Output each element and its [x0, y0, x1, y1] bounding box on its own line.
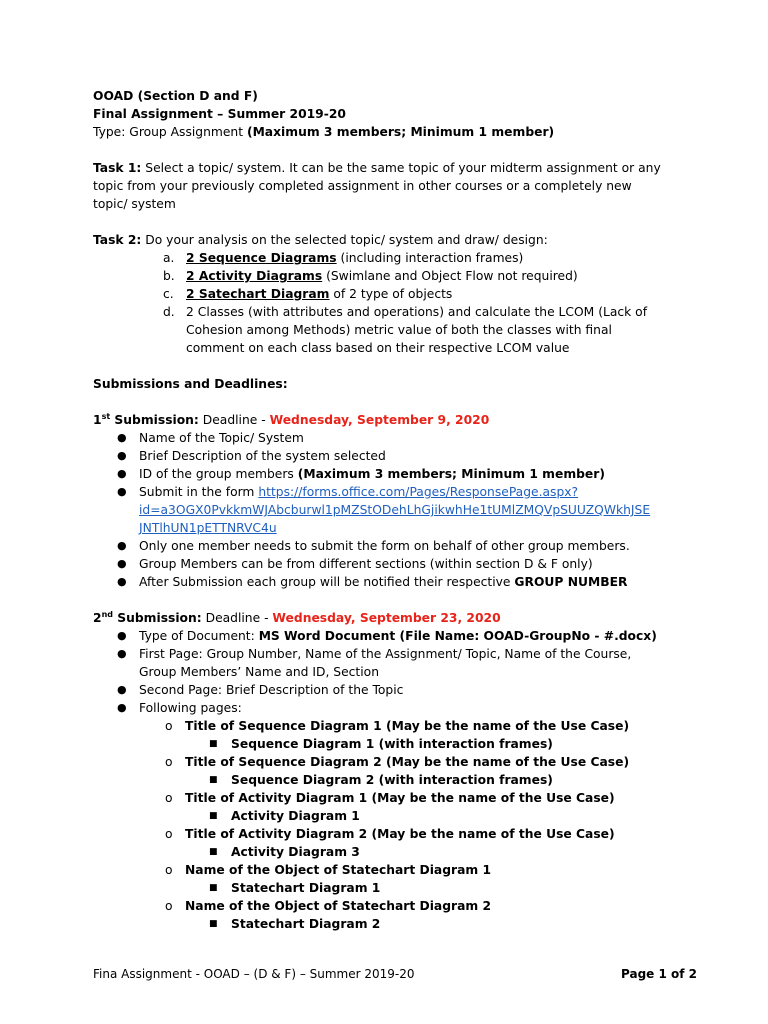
list-item: o Title of Sequence Diagram 2 (May be the name of the Use Case) ■ Sequence Diagram 2 (with interaction frames) — [139, 753, 703, 789]
second-submission-heading: 2nd Submission: Deadline - Wednesday, September 23, 2020 — [93, 609, 501, 625]
list-item: ■ Sequence Diagram 2 (with interaction frames) — [209, 773, 553, 787]
form-link[interactable]: https://forms.office.com/Pages/ResponsePage.aspx? — [258, 485, 579, 499]
list-item: d. 2 Classes (with attributes and operations) and calculate the LCOM (Lack of Cohesion among Methods) metric value of both the classes with final comment on each class based on their respective LCOM value — [163, 305, 648, 355]
list-item: ■ Activity Diagram 1 — [209, 809, 360, 823]
form-link-line2[interactable]: id=a3OGX0PvkkmWJAbcburwl1pMZStODehLhGjikwhHe1tUMlZMQVpSUUZQWkhJSE — [139, 503, 651, 517]
assignment-title: Final Assignment – Summer 2019-20 — [93, 107, 346, 121]
list-item: b. 2 Activity Diagrams (Swimlane and Object Flow not required) — [163, 269, 578, 283]
bullet-icon: ● — [117, 449, 127, 462]
document-page — [93, 87, 703, 933]
bullet-icon: ● — [117, 467, 127, 480]
list-item: a. 2 Sequence Diagrams (including interaction frames) — [163, 251, 524, 265]
list-item: ● Submit in the form https://forms.office.com/Pages/ResponsePage.aspx? id=a3OGX0PvkkmWJAbcburwl1pMZStODehLhGjikwhHe1tUMlZMQVpSUUZQWkhJSE JNTlhUN1pETTNRVC4u — [93, 483, 703, 537]
list-item: ● Brief Description of the system selected — [117, 449, 386, 463]
bullet-icon: ● — [117, 629, 127, 642]
list-item: ■ Sequence Diagram 1 (with interaction frames) — [209, 737, 553, 751]
list-item: ● Only one member needs to submit the form on behalf of other group members. — [117, 539, 630, 553]
following-pages-list — [139, 717, 703, 933]
list-item: ● After Submission each group will be notified their respective GROUP NUMBER — [117, 575, 628, 589]
assignment-type: Type: Group Assignment (Maximum 3 members; Minimum 1 member) — [93, 125, 555, 139]
circle-bullet-icon: o — [165, 719, 173, 733]
list-item: o Title of Activity Diagram 1 (May be the name of the Use Case) ■ Activity Diagram 1 — [139, 789, 703, 825]
list-item: c. 2 Satechart Diagram of 2 type of objects — [163, 287, 453, 301]
form-link-line3[interactable]: JNTlhUN1pETTNRVC4u — [139, 521, 277, 535]
list-item: ■ Statechart Diagram 1 — [209, 881, 381, 895]
square-bullet-icon: ■ — [209, 919, 218, 929]
bullet-icon: ● — [117, 701, 127, 714]
square-bullet-icon: ■ — [209, 847, 218, 857]
task1-line3: topic/ system — [93, 197, 176, 211]
list-item: ■ Statechart Diagram 2 — [209, 917, 381, 931]
square-bullet-icon: ■ — [209, 811, 218, 821]
course-title: OOAD (Section D and F) — [93, 89, 258, 103]
submissions-heading: Submissions and Deadlines: — [93, 377, 288, 391]
list-item: ● ID of the group members (Maximum 3 members; Minimum 1 member) — [117, 467, 605, 481]
bullet-icon: ● — [117, 647, 127, 660]
task1-paragraph: Task 1: Select a topic/ system. It can be the same topic of your midterm assignment or any — [93, 161, 661, 175]
circle-bullet-icon: o — [165, 899, 173, 913]
second-deadline: Wednesday, September 23, 2020 — [272, 611, 501, 625]
square-bullet-icon: ■ — [209, 739, 218, 749]
list-item: ■ Activity Diagram 3 — [209, 845, 360, 859]
bullet-icon: ● — [117, 683, 127, 696]
task2-list — [93, 249, 703, 357]
list-item: o Name of the Object of Statechart Diagram 2 ■ Statechart Diagram 2 — [139, 897, 703, 933]
list-item: ● Second Page: Brief Description of the Topic — [117, 683, 404, 697]
circle-bullet-icon: o — [165, 791, 173, 805]
page-number: Page 1 of 2 — [621, 967, 697, 981]
list-item: o Title of Activity Diagram 2 (May be the name of the Use Case) ■ Activity Diagram 3 — [139, 825, 703, 861]
second-submission-list — [93, 627, 703, 933]
page-footer — [93, 965, 697, 983]
bullet-icon: ● — [117, 539, 127, 552]
first-submission-heading: 1st Submission: Deadline - Wednesday, September 9, 2020 — [93, 411, 490, 427]
list-item: ● Name of the Topic/ System — [117, 431, 304, 445]
bullet-icon: ● — [117, 557, 127, 570]
list-item: ● Group Members can be from different sections (within section D & F only) — [117, 557, 593, 571]
list-item: ● Following pages: o Title of Sequence Diagram 1 (May be the name of the Use Case) ■ Sequence Diagram 1 (with interaction frames) o Title of Sequence Diagram 2 (May be the name of the Use Case) ■ Sequence Diagram 2 (with interaction frames) o Title of Activity Diagram 1 (May be the name of the Use Case) ■ Activity Diagram 1 o Title of Activity Diagram 2 (May be the name of the Use Case) ■ Activity Diagram 3 o Name of the Object of Statechart Diagram 1 ■ Statechart Diagram 1 o Name of the Object of Statechart Diagram 2 ■ Statechart Diagram 2 — [93, 699, 703, 933]
list-item: o Title of Sequence Diagram 1 (May be the name of the Use Case) ■ Sequence Diagram 1 (with interaction frames) — [139, 717, 703, 753]
list-item: ● Type of Document: MS Word Document (File Name: OOAD-GroupNo - #.docx) — [117, 629, 657, 643]
square-bullet-icon: ■ — [209, 775, 218, 785]
task2-label: Task 2: — [93, 233, 142, 247]
first-deadline: Wednesday, September 9, 2020 — [269, 413, 490, 427]
task2-paragraph: Task 2: Do your analysis on the selected topic/ system and draw/ design: — [93, 233, 548, 247]
task1-label: Task 1: — [93, 161, 142, 175]
list-item: o Name of the Object of Statechart Diagram 1 ■ Statechart Diagram 1 — [139, 861, 703, 897]
task1-line2: topic from your previously completed assignment in other courses or a completely new — [93, 179, 632, 193]
bullet-icon: ● — [117, 485, 127, 498]
circle-bullet-icon: o — [165, 755, 173, 769]
square-bullet-icon: ■ — [209, 883, 218, 893]
bullet-icon: ● — [117, 431, 127, 444]
circle-bullet-icon: o — [165, 827, 173, 841]
bullet-icon: ● — [117, 575, 127, 588]
list-item: ● First Page: Group Number, Name of the Assignment/ Topic, Name of the Course, Group Members’ Name and ID, Section — [117, 647, 632, 679]
footer-left: Fina Assignment - OOAD – (D & F) – Summer 2019-20 — [93, 967, 415, 981]
first-submission-list — [93, 429, 703, 591]
circle-bullet-icon: o — [165, 863, 173, 877]
